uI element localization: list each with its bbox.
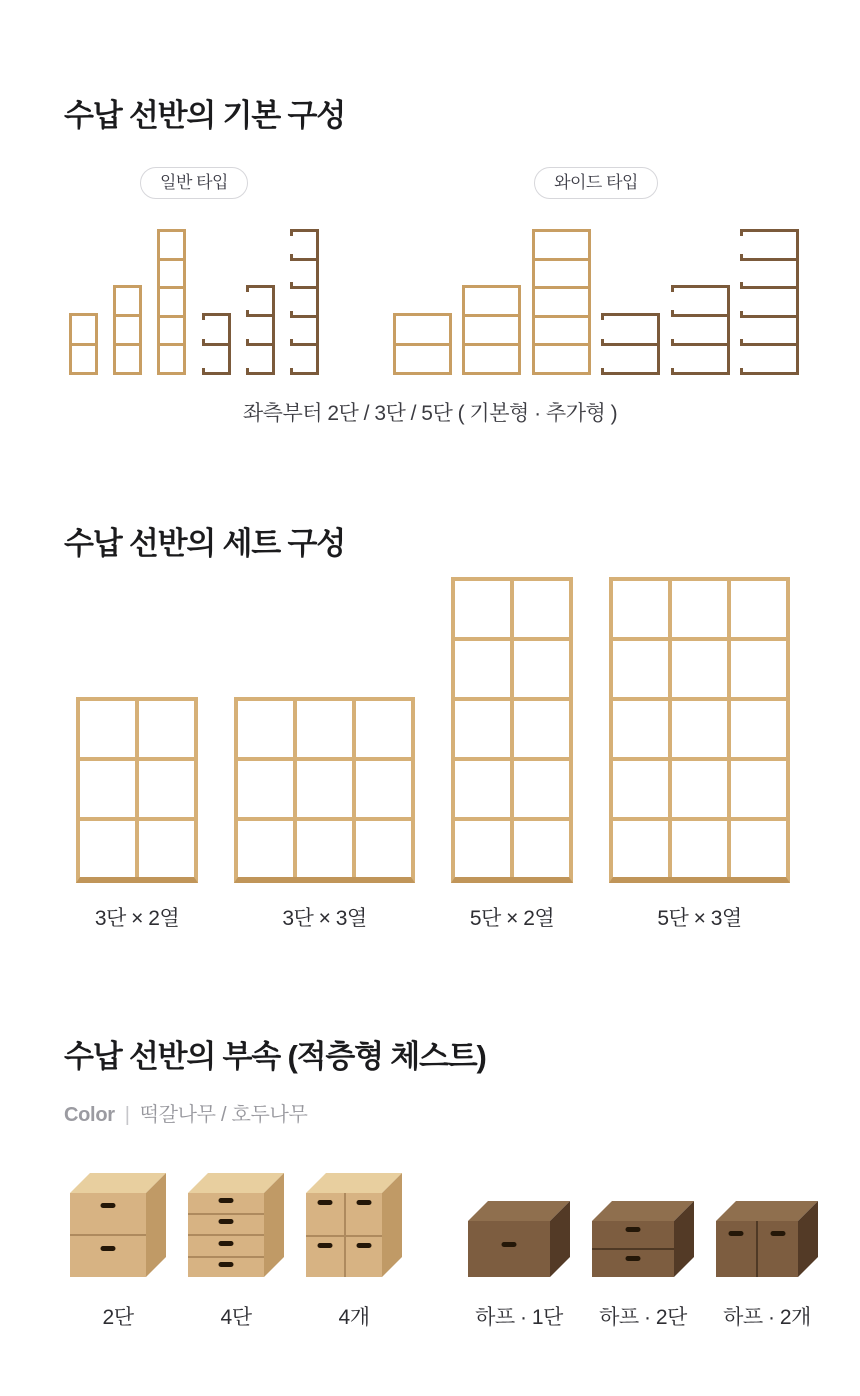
shelf-cell <box>116 346 139 372</box>
section-basic-title: 수납 선반의 기본 구성 <box>64 98 345 133</box>
shelf-lip <box>202 368 205 372</box>
chest-drawer <box>592 1248 674 1277</box>
set-cell <box>613 641 668 697</box>
shelf-lip <box>246 339 249 343</box>
chest-item-label: 2단 <box>102 1306 134 1329</box>
shelf-lip <box>290 368 293 372</box>
shelf-cell <box>160 318 183 347</box>
color-info-line <box>64 1098 860 1127</box>
chest-drawer <box>188 1234 264 1256</box>
type-pill-row <box>69 167 319 199</box>
shelf-lip <box>671 310 674 314</box>
chest-drawer <box>592 1221 674 1248</box>
drawer-handle <box>626 1227 641 1232</box>
shelf-bar <box>290 343 319 346</box>
drawer-handle <box>318 1200 333 1205</box>
chest-item-label: 4개 <box>338 1306 370 1329</box>
section-basic-composition <box>0 0 860 427</box>
set-cell <box>238 761 293 817</box>
type-pill-regular: 일반 타입 <box>140 167 248 199</box>
shelf-units-row <box>393 229 799 375</box>
set-cell <box>297 761 352 817</box>
drawer-handle <box>219 1262 234 1267</box>
set-item-label: 3단 × 3열 <box>282 907 367 930</box>
set-cell <box>297 701 352 757</box>
shelf-unit-addon-5-tier <box>740 229 799 375</box>
shelf-cell <box>160 289 183 318</box>
drawer-handle <box>357 1200 372 1205</box>
shelf-bar <box>202 372 231 375</box>
chest-item <box>188 1173 284 1331</box>
shelf-cell <box>465 317 518 346</box>
shelf-bar <box>601 313 660 316</box>
chest-item <box>592 1201 694 1331</box>
shelf-unit-addon-5-tier <box>290 229 319 375</box>
chest-illustration-walnut-rows2 <box>592 1201 694 1277</box>
drawer-handle <box>219 1241 234 1246</box>
chest-front-face <box>592 1221 674 1277</box>
section-set-composition <box>0 527 860 932</box>
drawer-handle <box>101 1203 116 1208</box>
shelf-lip <box>740 368 743 372</box>
set-cell <box>514 701 569 757</box>
chest-item-label: 하프 · 1단 <box>475 1306 563 1329</box>
type-pill-row <box>393 167 799 199</box>
set-item-label: 3단 × 2열 <box>94 907 180 930</box>
chest-drawer <box>70 1193 146 1234</box>
set-shelf-5x2 <box>451 577 573 883</box>
shelf-unit-basic-5-tier <box>532 229 591 375</box>
shelf-cell <box>465 288 518 317</box>
shelf-cell <box>535 346 588 372</box>
shelf-bar <box>290 229 319 232</box>
shelf-lip <box>246 368 249 372</box>
shelf-cell <box>396 346 449 373</box>
set-shelf-3x2 <box>76 697 198 883</box>
shelf-lip <box>740 282 743 286</box>
shelf-bar <box>290 286 319 289</box>
set-item <box>76 697 198 932</box>
chest-item-label: 4단 <box>220 1306 252 1329</box>
shelf-bar <box>671 343 730 346</box>
shelf-bar <box>740 229 799 232</box>
shelf-bar <box>740 372 799 375</box>
set-cell <box>139 821 194 877</box>
shelf-type-groups <box>0 167 860 375</box>
shelf-cell <box>116 317 139 346</box>
chest-front-face <box>306 1193 382 1277</box>
shelf-bar <box>740 343 799 346</box>
shelf-unit-addon-3-tier <box>671 285 730 375</box>
shelf-bar <box>290 258 319 261</box>
chest-front-face <box>70 1193 146 1277</box>
shelf-unit-basic-2-tier <box>69 313 98 375</box>
set-cell <box>731 581 786 637</box>
shelf-lip <box>671 288 674 292</box>
set-shelf-5x3 <box>609 577 790 883</box>
shelf-bar <box>740 315 799 318</box>
set-cell <box>514 641 569 697</box>
set-cell <box>356 761 411 817</box>
chest-front-face <box>188 1193 264 1277</box>
set-cell <box>613 761 668 817</box>
shelf-bar <box>740 286 799 289</box>
shelf-set-row <box>76 577 860 932</box>
color-value: 떡갈나무 / 호두나무 <box>139 1104 308 1126</box>
chest-drawer <box>344 1193 382 1235</box>
drawer-handle <box>626 1256 641 1261</box>
shelf-lip <box>202 339 205 343</box>
shelf-cell <box>535 318 588 347</box>
set-cell <box>613 821 668 877</box>
chest-drawer <box>468 1221 550 1277</box>
set-item <box>234 697 415 932</box>
chest-front-face <box>468 1221 550 1277</box>
chest-drawer <box>756 1221 798 1277</box>
set-cell <box>238 701 293 757</box>
shelf-unit-addon-2-tier <box>601 313 660 375</box>
chest-drawer <box>306 1235 344 1277</box>
chest-illustration-walnut-cols2 <box>716 1201 818 1277</box>
set-cell <box>238 821 293 877</box>
shelf-bar <box>290 315 319 318</box>
set-cell <box>672 821 727 877</box>
set-shelf-3x3 <box>234 697 415 883</box>
set-item <box>451 577 573 932</box>
set-cell <box>455 821 510 877</box>
set-cell <box>80 821 135 877</box>
set-cell <box>139 701 194 757</box>
shelf-lip <box>740 311 743 315</box>
chest-illustration-walnut-rows1 <box>468 1201 570 1277</box>
shelf-cell <box>160 261 183 290</box>
shelf-unit-addon-2-tier <box>202 313 231 375</box>
chest-item <box>70 1173 166 1331</box>
shelf-lip <box>290 339 293 343</box>
chest-item <box>306 1173 402 1331</box>
shelf-lip <box>246 310 249 314</box>
shelf-bar <box>601 343 660 346</box>
chest-item-label: 하프 · 2개 <box>723 1306 811 1329</box>
shelf-bar <box>246 314 275 317</box>
shelf-cell <box>535 232 588 261</box>
shelf-bar <box>202 343 231 346</box>
shelf-cell <box>116 288 139 317</box>
shelf-lip <box>740 339 743 343</box>
shelf-bar <box>740 258 799 261</box>
shelf-bar <box>290 372 319 375</box>
shelf-cell <box>160 346 183 372</box>
chest-illustration-oak-rows4 <box>188 1173 284 1277</box>
shelf-unit-basic-3-tier <box>462 285 521 375</box>
set-cell <box>455 641 510 697</box>
drawer-handle <box>219 1198 234 1203</box>
drawer-handle <box>357 1243 372 1248</box>
chest-front-face <box>716 1221 798 1277</box>
shelf-spine <box>796 229 799 375</box>
chest-illustration-oak-grid4 <box>306 1173 402 1277</box>
chest-drawer <box>306 1193 344 1235</box>
drawer-handle <box>502 1242 517 1247</box>
chest-drawer <box>70 1234 146 1277</box>
chest-item <box>468 1201 570 1331</box>
set-item-label: 5단 × 2열 <box>469 907 555 930</box>
shelf-bar <box>671 372 730 375</box>
set-cell <box>455 581 510 637</box>
shelf-lip <box>740 254 743 258</box>
set-cell <box>672 641 727 697</box>
set-cell <box>731 761 786 817</box>
shelf-lip <box>740 232 743 236</box>
set-cell <box>514 821 569 877</box>
set-cell <box>613 701 668 757</box>
shelf-lip <box>202 316 205 320</box>
shelf-cell <box>160 232 183 261</box>
shelf-spine <box>272 285 275 375</box>
chest-item <box>716 1201 818 1331</box>
chest-item-label: 하프 · 2단 <box>599 1306 687 1329</box>
set-cell <box>731 641 786 697</box>
chest-drawer <box>188 1193 264 1213</box>
set-cell <box>672 701 727 757</box>
shelf-bar <box>601 372 660 375</box>
shelf-lip <box>290 311 293 315</box>
section-parts <box>0 1040 860 1331</box>
shelf-unit-basic-3-tier <box>113 285 142 375</box>
shelf-cell <box>535 261 588 290</box>
set-cell <box>731 701 786 757</box>
type-pill-wide: 와이드 타입 <box>534 167 658 199</box>
chest-row <box>70 1173 860 1331</box>
set-item <box>609 577 790 932</box>
set-item-label: 5단 × 3열 <box>657 907 742 930</box>
shelf-spine <box>727 285 730 375</box>
shelf-lip <box>246 288 249 292</box>
chest-drawer <box>716 1221 756 1277</box>
drawer-handle <box>101 1246 116 1251</box>
drawer-handle <box>318 1243 333 1248</box>
shelf-cell <box>535 289 588 318</box>
drawer-handle <box>729 1231 744 1236</box>
shelf-spine <box>316 229 319 375</box>
drawer-handle <box>219 1219 234 1224</box>
shelf-lip <box>290 232 293 236</box>
set-cell <box>297 821 352 877</box>
shelf-lip <box>290 282 293 286</box>
section-basic-caption: 좌측부터 2단 / 3단 / 5단 ( 기본형 · 추가형 ) <box>242 402 618 425</box>
set-cell <box>139 761 194 817</box>
shelf-lip <box>601 368 604 372</box>
section-parts-title: 수납 선반의 부속 (적층형 체스트) <box>64 1039 486 1074</box>
set-cell <box>613 581 668 637</box>
shelf-lip <box>601 316 604 320</box>
drawer-handle <box>771 1231 786 1236</box>
set-cell <box>455 701 510 757</box>
color-label: Color <box>64 1104 115 1126</box>
set-cell <box>514 761 569 817</box>
shelf-bar <box>246 285 275 288</box>
shelf-cell <box>72 316 95 346</box>
shelf-bar <box>202 313 231 316</box>
color-divider: | <box>124 1104 130 1126</box>
chest-drawer <box>188 1213 264 1235</box>
chest-drawer <box>344 1235 382 1277</box>
shelf-unit-basic-5-tier <box>157 229 186 375</box>
shelf-bar <box>246 343 275 346</box>
set-cell <box>80 761 135 817</box>
shelf-cell <box>396 316 449 346</box>
set-cell <box>356 821 411 877</box>
section-set-title: 수납 선반의 세트 구성 <box>64 526 345 561</box>
chest-illustration-oak-rows2 <box>70 1173 166 1277</box>
shelf-bar <box>671 285 730 288</box>
chest-drawer <box>188 1256 264 1278</box>
shelf-lip <box>671 368 674 372</box>
shelf-type-group-regular <box>69 167 319 375</box>
shelf-unit-basic-2-tier <box>393 313 452 375</box>
set-cell <box>672 581 727 637</box>
shelf-bar <box>671 314 730 317</box>
set-cell <box>455 761 510 817</box>
shelf-cell <box>465 346 518 372</box>
set-cell <box>672 761 727 817</box>
set-cell <box>80 701 135 757</box>
shelf-cell <box>72 346 95 373</box>
set-cell <box>731 821 786 877</box>
set-cell <box>356 701 411 757</box>
shelf-lip <box>601 339 604 343</box>
shelf-unit-addon-3-tier <box>246 285 275 375</box>
shelf-units-row <box>69 229 319 375</box>
set-cell <box>514 581 569 637</box>
shelf-type-group-wide <box>393 167 799 375</box>
shelf-lip <box>290 254 293 258</box>
shelf-bar <box>246 372 275 375</box>
shelf-lip <box>671 339 674 343</box>
